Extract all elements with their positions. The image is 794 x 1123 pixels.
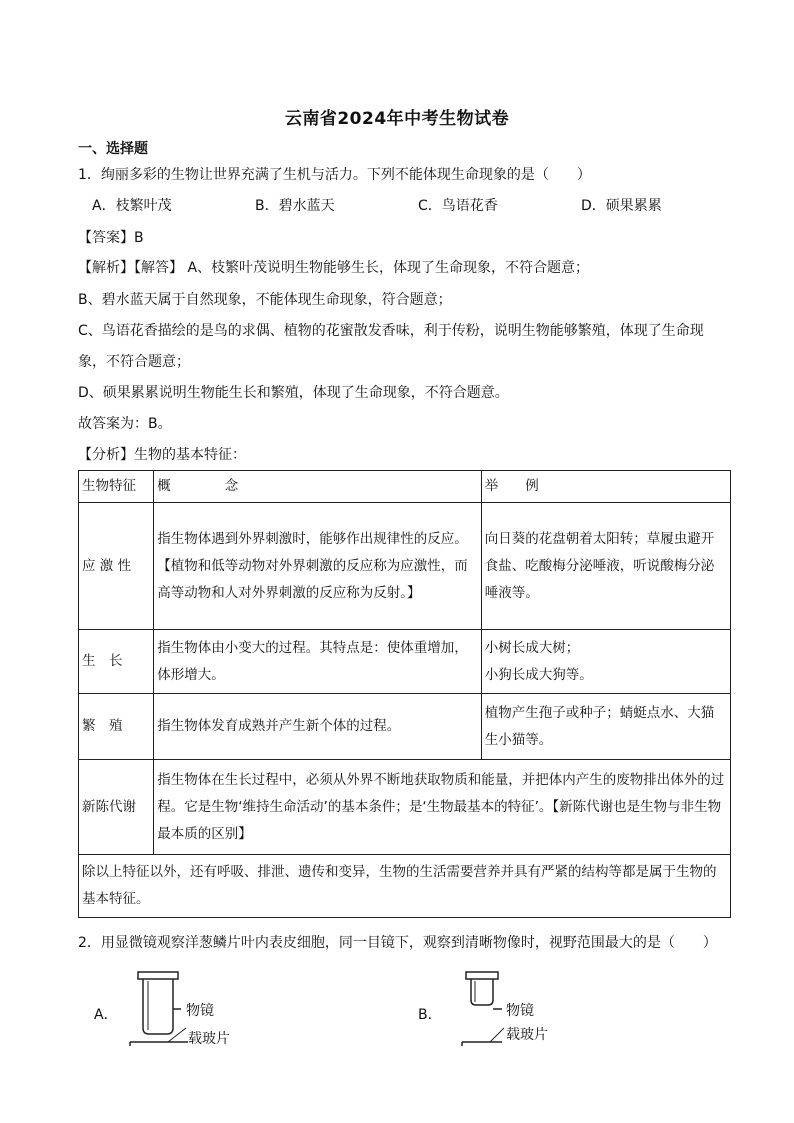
page-title: 云南省2024年中考生物试卷 (284, 109, 510, 129)
analysis-line: 【解析】【解答】 A、枝繁叶茂说明生物能够生长，体现了生命现象，不符合题意； (78, 260, 590, 276)
table-row (79, 503, 731, 630)
answer-line: 【答案】B (78, 230, 144, 246)
concept-cell: 指生物体发育成熟并产生新个体的过程。 (154, 694, 482, 760)
option-b[interactable]: B．碧水蓝天 (255, 198, 335, 214)
analysis-line: 【分析】生物的基本特征： (78, 447, 246, 463)
diagram-letter: A． (94, 1007, 118, 1023)
header-cell: 生物特征 (79, 471, 154, 503)
question-1-stem: 1．绚丽多彩的生物让世界充满了生机与活力。下列不能体现生命现象的是（ ） (78, 167, 591, 183)
slide-label: 载玻片 (188, 1031, 230, 1047)
table-footer-row (79, 855, 731, 918)
concept-cell: 指生物体由小变大的过程。其特点是：使体重增加，体形增大。 (154, 630, 482, 694)
characteristics-table (78, 470, 731, 918)
diagram-letter: B． (418, 1007, 442, 1023)
feature-cell: 繁 殖 (79, 694, 154, 760)
example-cell: 小树长成大树； 小狗长成大狗等。 (481, 630, 730, 694)
objective-label: 物镜 (186, 1003, 214, 1019)
example-cell: 向日葵的花盘朝着太阳转；草履虫避开食盐、吃酸梅分泌唾液，听说酸梅分泌唾液等。 (481, 503, 730, 630)
section-heading: 一、选择题 (78, 141, 148, 157)
footer-cell: 除以上特征以外，还有呼吸、排泄、遗传和变异，生物的生活需要营养并具有严紧的结构等都是属于生物的基本特征。 (79, 855, 731, 918)
table-header-row (79, 471, 731, 503)
feature-cell: 新陈代谢 (79, 760, 154, 855)
feature-cell: 应 激 性 (79, 503, 154, 630)
option-d[interactable]: D．硕果累累 (581, 198, 662, 214)
header-cell: 举 例 (481, 471, 730, 503)
objective-lens-icon (414, 968, 574, 1058)
microscope-diagram-a[interactable] (90, 968, 250, 1058)
analysis-line: B、碧水蓝天属于自然现象，不能体现生命现象，符合题意； (78, 292, 452, 308)
analysis-line: D、硕果累累说明生物能生长和繁殖，体现了生命现象，不符合题意。 (78, 385, 509, 401)
option-c[interactable]: C．鸟语花香 (418, 198, 498, 214)
microscope-diagram-b[interactable] (414, 968, 574, 1058)
concept-cell: 指生物体遇到外界刺激时，能够作出规律性的反应。【植物和低等动物对外界刺激的反应称为应激性，而高等动物和人对外界刺激的反应称为反射。】 (154, 503, 482, 630)
question-2-stem: 2．用显微镜观察洋葱鳞片叶内表皮细胞，同一目镜下，观察到清晰物像时，视野范围最大的是（ ） (78, 935, 717, 951)
concept-cell: 指生物体在生长过程中，必须从外界不断地获取物质和能量，并把体内产生的废物排出体外的过程。它是生物‘维持生命活动’的基本条件；是‘生物最基本的特征’。【新陈代谢也是生物与非生物最本质的区别】 (154, 760, 731, 855)
table-row (79, 694, 731, 760)
option-a[interactable]: A．枝繁叶茂 (92, 198, 172, 214)
table-row (79, 630, 731, 694)
analysis-line: C、鸟语花香描绘的是鸟的求偶、植物的花蜜散发香味，利于传粉，说明生物能够繁殖，体现了生命现 (78, 323, 704, 339)
example-cell: 植物产生孢子或种子；蜻蜓点水、大猫生小猫等。 (481, 694, 730, 760)
analysis-line: 故答案为：B。 (78, 416, 172, 432)
slide-label: 载玻片 (506, 1027, 548, 1043)
header-cell: 概 念 (154, 471, 482, 503)
objective-label: 物镜 (506, 1003, 534, 1019)
table-row (79, 760, 731, 855)
question-1-options (92, 195, 712, 215)
analysis-line: 象，不符合题意； (78, 354, 190, 370)
feature-cell: 生 长 (79, 630, 154, 694)
